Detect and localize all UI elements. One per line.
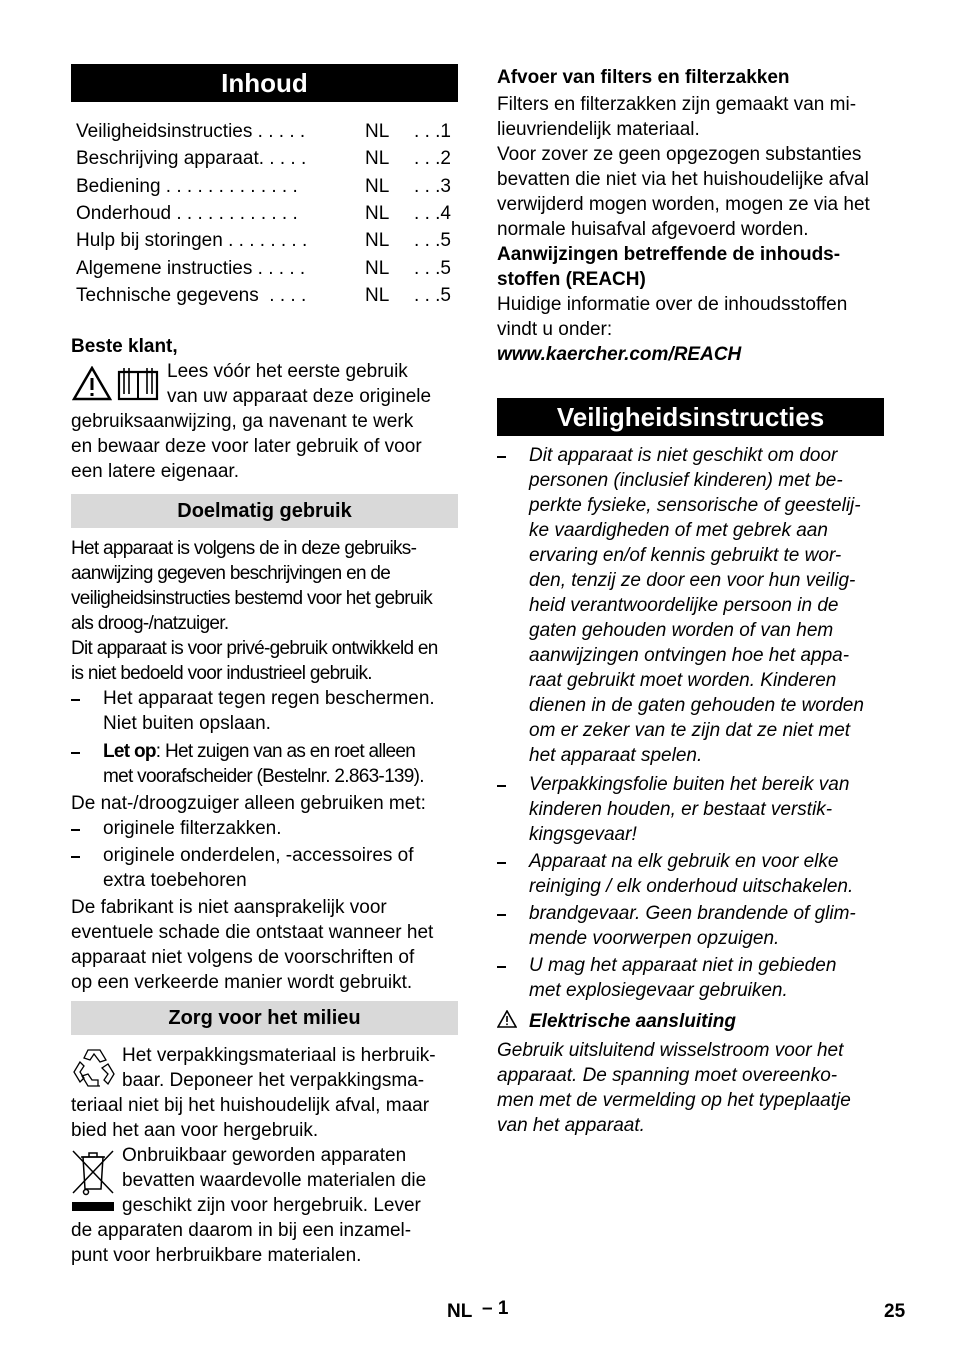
body-line: Voor zover ze geen opgezogen substanties xyxy=(497,144,862,165)
toc-page: . . .4 xyxy=(414,203,451,224)
warning-icon xyxy=(72,366,112,409)
intro-line: Lees vóór het eerste gebruik xyxy=(167,361,408,382)
body-line: De fabrikant is niet aansprakelijk voor xyxy=(71,897,387,918)
section-zorg-milieu: Zorg voor het milieu xyxy=(71,1001,458,1035)
body-line: apparaat niet volgens de voorschriften of xyxy=(71,947,415,968)
bullet-dash xyxy=(497,914,506,916)
greeting: Beste klant, xyxy=(71,336,178,357)
toc-lang: NL xyxy=(365,121,390,142)
body-line: veiligheidsinstructies bestemd voor het gebruik xyxy=(71,588,433,609)
footer-lang: NL xyxy=(447,1301,473,1322)
body-line: Dit apparaat is voor privé-gebruik ontwikkeld en xyxy=(71,638,438,659)
safety-line: brandgevaar. Geen brandende of glim- xyxy=(529,903,856,924)
body-line: aanwijzing gegeven beschrijvingen en de xyxy=(71,563,391,584)
filters-title: Afvoer van filters en filterzakken xyxy=(497,67,790,88)
safety-line: perkte fysieke, sensorische of geestelij- xyxy=(529,495,861,516)
toc-entry: Hulp bij storingen . . . . . . . . xyxy=(76,230,308,251)
toc-lang: NL xyxy=(365,258,390,279)
bullet-text: : Het zuigen van as en roet alleen xyxy=(155,741,416,762)
safety-line: gaten gehouden worden of van hem xyxy=(529,620,834,641)
body-line: is niet bedoeld voor industrieel gebruik. xyxy=(71,663,372,684)
bullet-dash xyxy=(497,862,506,864)
body-line: bevatten waardevolle materialen die xyxy=(122,1170,427,1191)
body-line: verwijderd mogen worden, mogen ze via het xyxy=(497,194,870,215)
safety-line: ervaring en/of kennis gebruikt te wor- xyxy=(529,545,842,566)
body-line: de apparaten daarom in bij een inzamel- xyxy=(71,1220,412,1241)
toc-page: . . .3 xyxy=(414,176,451,197)
bullet-line: Het apparaat tegen regen beschermen. xyxy=(103,688,435,709)
toc-lang: NL xyxy=(365,203,390,224)
bullet-line: met voorafscheider (Bestelnr. 2.863-139). xyxy=(103,766,424,787)
body-line: De nat-/droogzuiger alleen gebruiken met: xyxy=(71,793,426,814)
toc-row[interactable] xyxy=(76,119,456,146)
bullet-line: originele filterzakken. xyxy=(103,818,282,839)
electric-title: Elektrische aansluiting xyxy=(529,1011,736,1032)
body-line: vindt u onder: xyxy=(497,319,613,340)
toc-page: . . .2 xyxy=(414,148,451,169)
toc-title: Inhoud xyxy=(71,64,458,102)
safety-line: ke vaardigheden of met gebrek aan xyxy=(529,520,828,541)
safety-line: reiniging / elk onderhoud uitschakelen. xyxy=(529,876,854,897)
page-number: 25 xyxy=(884,1301,906,1322)
body-line: men met de vermelding op het typeplaatje xyxy=(497,1090,851,1111)
body-line: apparaat. De spanning moet overeenko- xyxy=(497,1065,838,1086)
safety-line: Verpakkingsfolie buiten het bereik van xyxy=(529,774,850,795)
body-line: als droog-/natzuiger. xyxy=(71,613,229,634)
body-line: geschikt zijn voor hergebruik. Lever xyxy=(122,1195,421,1216)
body-line: bevatten die niet via het huishoudelijke afval xyxy=(497,169,869,190)
toc-page: . . .5 xyxy=(414,285,451,306)
weee-bin-icon xyxy=(71,1149,115,1222)
bullet-dash xyxy=(71,829,80,831)
safety-line: raat gebruikt moet worden. Kinderen xyxy=(529,670,837,691)
bullet-dash xyxy=(497,966,506,968)
body-line: eventuele schade die ontstaat wanneer het xyxy=(71,922,434,943)
footer-sub-page: – 1 xyxy=(482,1298,509,1319)
bullet-line: extra toebehoren xyxy=(103,870,247,891)
toc-entry: Beschrijving apparaat. . . . . xyxy=(76,148,307,169)
manual-book-icon xyxy=(116,366,160,409)
body-line: lieuvriendelijk materiaal. xyxy=(497,119,700,140)
safety-line: het apparaat spelen. xyxy=(529,745,703,766)
toc-lang: NL xyxy=(365,285,390,306)
safety-line: Apparaat na elk gebruik en voor elke xyxy=(529,851,839,872)
reach-url: www.kaercher.com/REACH xyxy=(497,344,742,365)
toc-entry: Algemene instructies . . . . . xyxy=(76,258,306,279)
recycle-icon xyxy=(72,1046,116,1097)
safety-line: U mag het apparaat niet in gebieden xyxy=(529,955,837,976)
bullet-dash xyxy=(497,785,506,787)
safety-line: kingsgevaar! xyxy=(529,824,637,845)
toc-row[interactable] xyxy=(76,283,456,310)
safety-line: aanwijzingen ontvingen hoe het appa- xyxy=(529,645,850,666)
body-line: op een verkeerde manier wordt gebruikt. xyxy=(71,972,413,993)
toc-row[interactable] xyxy=(76,201,456,228)
toc-lang: NL xyxy=(365,230,390,251)
safety-line: personen (inclusief kinderen) met be- xyxy=(529,470,843,491)
toc-row[interactable] xyxy=(76,256,456,283)
safety-line: met explosiegevaar gebruiken. xyxy=(529,980,788,1001)
body-line: Het verpakkingsmateriaal is herbruik- xyxy=(122,1045,436,1066)
bullet-dash xyxy=(71,856,80,858)
body-line: baar. Deponeer het verpakkingsma- xyxy=(122,1070,425,1091)
bullet-line: originele onderdelen, -accessoires of xyxy=(103,845,414,866)
bullet-dash xyxy=(497,456,506,458)
intro-line: een latere eigenaar. xyxy=(71,461,239,482)
toc-entry: Veiligheidsinstructies . . . . . xyxy=(76,121,306,142)
toc-lang: NL xyxy=(365,176,390,197)
body-line: Gebruik uitsluitend wisselstroom voor het xyxy=(497,1040,844,1061)
intro-line: en bewaar deze voor later gebruik of voor xyxy=(71,436,422,457)
safety-line: Dit apparaat is niet geschikt om door xyxy=(529,445,838,466)
safety-line: mende voorwerpen opzuigen. xyxy=(529,928,780,949)
toc-page: . . .5 xyxy=(414,230,451,251)
let-op-label: Let op xyxy=(103,741,156,762)
warning-small-icon xyxy=(497,1010,517,1035)
bullet-line xyxy=(103,739,415,764)
bullet-dash xyxy=(71,752,80,754)
bullet-dash xyxy=(71,699,80,701)
body-line: teriaal niet bij het huishoudelijk afval, maar xyxy=(71,1095,430,1116)
section-doelmatig-gebruik: Doelmatig gebruik xyxy=(71,494,458,528)
toc-entry: Onderhoud . . . . . . . . . . . . xyxy=(76,203,298,224)
body-line: Het apparaat is volgens de in deze gebruiks- xyxy=(71,538,417,559)
safety-title: Veiligheidsinstructies xyxy=(497,398,884,436)
reach-title: Aanwijzingen betreffende de inhouds- xyxy=(497,244,841,265)
toc-row[interactable] xyxy=(76,174,456,201)
bullet-line: Niet buiten opslaan. xyxy=(103,713,271,734)
safety-line: den, tenzij ze door een voor hun veilig- xyxy=(529,570,856,591)
body-line: van het apparaat. xyxy=(497,1115,645,1136)
toc-page: . . .5 xyxy=(414,258,451,279)
body-line: normale huisafval afgevoerd worden. xyxy=(497,219,809,240)
safety-line: dienen in de gaten gehouden te worden xyxy=(529,695,864,716)
body-line: Onbruikbaar geworden apparaten xyxy=(122,1145,407,1166)
body-line: Huidige informatie over de inhoudsstoffen xyxy=(497,294,848,315)
intro-line: van uw apparaat deze originele xyxy=(167,386,432,407)
safety-line: kinderen houden, er bestaat verstik- xyxy=(529,799,833,820)
reach-title: stoffen (REACH) xyxy=(497,269,646,290)
toc-row[interactable] xyxy=(76,146,456,173)
safety-line: heid verantwoordelijke persoon in de xyxy=(529,595,839,616)
body-line: bied het aan voor hergebruik. xyxy=(71,1120,319,1141)
safety-line: om er zeker van te zijn dat ze niet met xyxy=(529,720,851,741)
toc-entry: Bediening . . . . . . . . . . . . . xyxy=(76,176,298,197)
body-line: Filters en filterzakken zijn gemaakt van mi- xyxy=(497,94,857,115)
toc-lang: NL xyxy=(365,148,390,169)
toc-row[interactable] xyxy=(76,228,456,255)
toc-page: . . .1 xyxy=(414,121,451,142)
toc-entry: Technische gegevens . . . . xyxy=(76,285,307,306)
intro-line: gebruiksaanwijzing, ga navenant te werk xyxy=(71,411,414,432)
body-line: punt voor herbruikbare materialen. xyxy=(71,1245,362,1266)
